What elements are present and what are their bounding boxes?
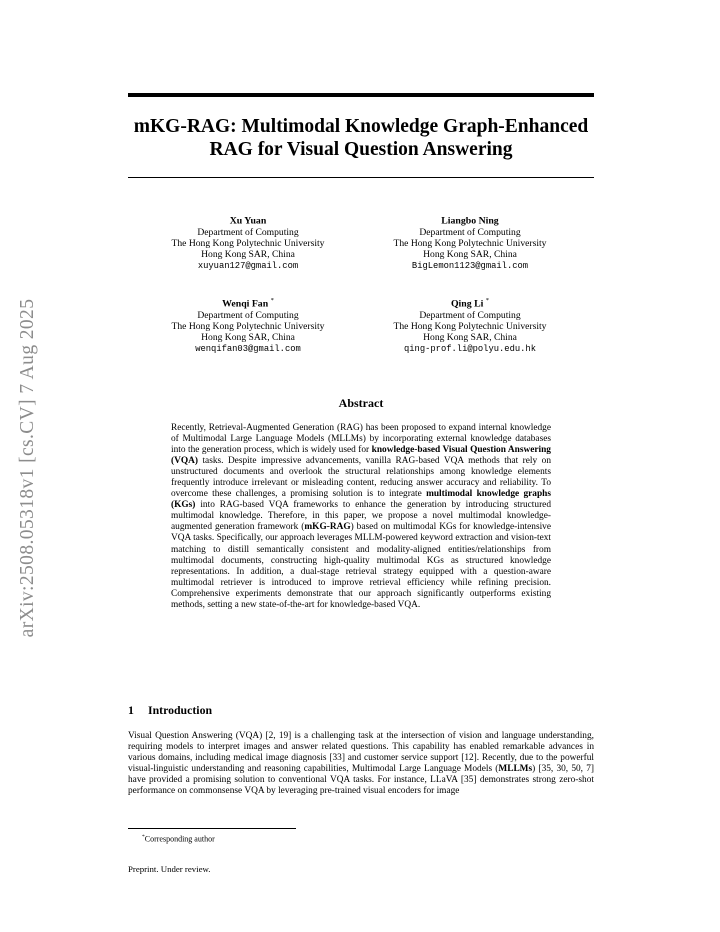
paper-title: mKG-RAG: Multimodal Knowledge Graph-Enhanced RAG for Visual Question Answering — [133, 116, 589, 160]
author-name: Wenqi Fan * — [222, 297, 274, 310]
author-location: Hong Kong SAR, China — [201, 249, 295, 261]
author-card — [350, 212, 590, 272]
arxiv-identifier-text: arXiv:2508.05318v1 [cs.CV] 7 Aug 2025 — [17, 298, 38, 638]
author-email: BigLemon1123@gmail.com — [411, 260, 529, 271]
author-department: Department of Computing — [197, 226, 299, 238]
section-number: 1 — [128, 703, 134, 717]
author-name: Qing Li * — [450, 297, 490, 310]
author-email: qing-prof.li@polyu.edu.hk — [404, 343, 536, 354]
author-department: Department of Computing — [419, 226, 521, 238]
author-department: Department of Computing — [197, 309, 299, 321]
author-email: xuyuan127@gmail.com — [197, 260, 299, 271]
introduction-paragraph: Visual Question Answering (VQA) [2, 19] is a challenging task at the intersection of vision and language understanding, requiring models to interpret images and answer related questions. This capability has enabled remarkable advances in various domains, including medical image diagnosis [33] and customer service support [12]. Recently, due to the powerful visual-linguistic understanding and reasoning capabilities, Multimodal Large Language Models (MLLMs) [35, 30, 50, 7] have provided a promising solution to conventional VQA tasks. For instance, LLaVA [35] demonstrates strong zero-shot performance on commonsense VQA by leveraging pre-trained visual encoders for image — [128, 731, 594, 797]
author-university: The Hong Kong Polytechnic University — [393, 238, 547, 250]
arxiv-identifier — [8, 258, 48, 678]
section-title: Introduction — [148, 703, 213, 717]
author-location: Hong Kong SAR, China — [201, 332, 295, 344]
section-heading — [128, 703, 594, 718]
author-email: wenqifan03@gmail.com — [195, 343, 301, 354]
author-university: The Hong Kong Polytechnic University — [171, 321, 325, 333]
title-top-rule — [128, 93, 594, 97]
author-name: Xu Yuan — [229, 215, 267, 227]
author-location: Hong Kong SAR, China — [423, 332, 517, 344]
author-department: Department of Computing — [419, 309, 521, 321]
author-block — [128, 212, 594, 372]
author-university: The Hong Kong Polytechnic University — [171, 238, 325, 250]
author-location: Hong Kong SAR, China — [423, 249, 517, 261]
author-card — [350, 295, 590, 355]
author-name: Liangbo Ning — [441, 215, 499, 227]
preprint-footer: Preprint. Under review. — [128, 864, 211, 874]
author-card — [128, 295, 368, 355]
abstract-body: Recently, Retrieval-Augmented Generation (RAG) has been proposed to expand internal knowledge of Multimodal Large Language Models (MLLMs) by incorporating external knowledge databases into the generation process, which is widely used for knowledge-based Visual Question Answering (VQA) tasks. Despite impressive advancements, vanilla RAG-based VQA methods that rely on unstructured documents and overlook the structural relationships among knowledge elements frequently introduce irrelevant or misleading content, reducing answer accuracy and reliability. To overcome these challenges, a promising solution is to integrate multimodal knowledge graphs (KGs) into RAG-based VQA frameworks to enhance the generation by introducing structured multimodal knowledge. Therefore, in this paper, we propose a novel multimodal knowledge-augmented generation framework (mKG-RAG) based on multimodal KGs for knowledge-intensive VQA tasks. Specifically, our approach leverages MLLM-powered keyword extraction and vision-text matching to distill semantically consistent and modality-aligned entities/relationships from multimodal documents, constructing high-quality multimodal KGs as structured knowledge representations. In addition, a dual-stage retrieval strategy equipped with a question-aware multimodal retriever is introduced to improve retrieval efficiency while refining precision. Comprehensive experiments demonstrate that our approach significantly outperforms existing methods, setting a new state-of-the-art for knowledge-based VQA. — [171, 423, 552, 610]
footnote-rule — [128, 828, 296, 829]
author-card — [128, 212, 368, 272]
title-bottom-rule — [128, 177, 594, 178]
author-university: The Hong Kong Polytechnic University — [393, 321, 547, 333]
footnote: *Corresponding author — [142, 834, 215, 844]
abstract-heading: Abstract — [338, 396, 384, 410]
